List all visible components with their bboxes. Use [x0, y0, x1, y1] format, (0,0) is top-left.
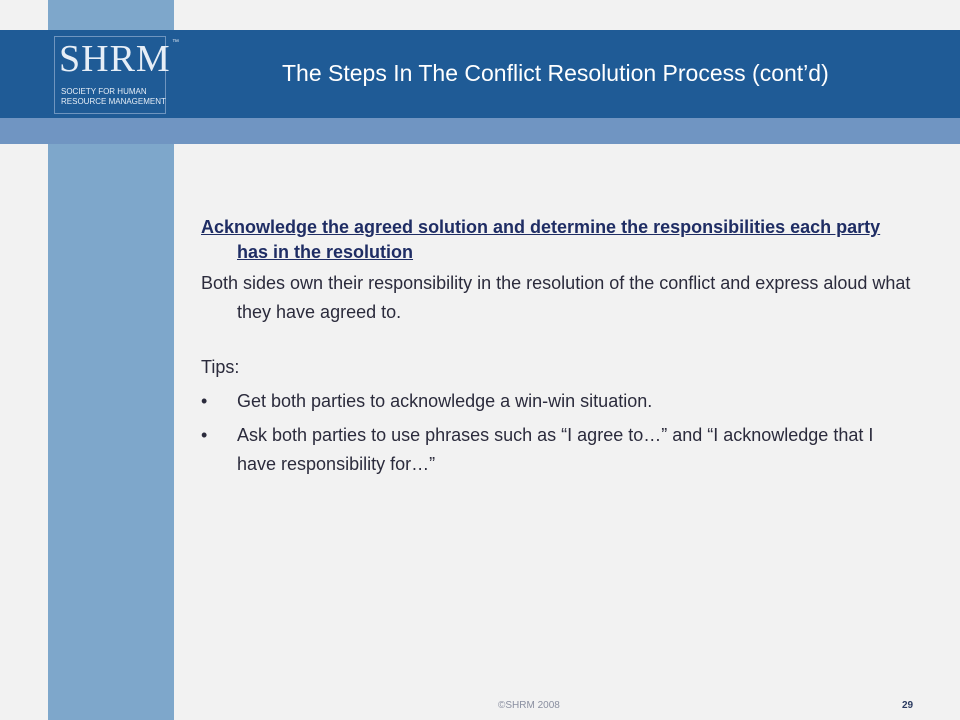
list-item — [201, 387, 911, 416]
section-heading: Acknowledge the agreed solution and determine the responsibilities each party has in the resolution — [201, 217, 881, 262]
header-sub-band — [0, 118, 960, 144]
bullet-text: Ask both parties to use phrases such as “I agree to…” and “I acknowledge that I have responsibility for…” — [237, 425, 874, 474]
bullet-icon: • — [201, 391, 208, 411]
logo-subtitle-line1: SOCIETY FOR HUMAN — [61, 87, 147, 96]
tips-label: Tips: — [201, 357, 240, 377]
logo-mark — [54, 36, 179, 114]
list-item — [201, 421, 911, 479]
slide-title: The Steps In The Conflict Resolution Process (cont’d) — [282, 60, 829, 86]
slide-content — [201, 215, 911, 479]
body-paragraph: Both sides own their responsibility in the resolution of the conflict and express aloud what they have agreed to. — [201, 273, 911, 322]
bullet-text: Get both parties to acknowledge a win-win situation. — [237, 391, 653, 411]
page-number: 29 — [902, 700, 914, 711]
bullet-icon: • — [201, 425, 208, 445]
shrm-logo — [48, 30, 179, 118]
logo-subtitle-line2: RESOURCE MANAGEMENT — [61, 97, 166, 106]
logo-letters: SHRM — [59, 38, 171, 80]
logo-trademark: ™ — [172, 39, 179, 46]
footer-copyright: ©SHRM 2008 — [498, 700, 560, 711]
